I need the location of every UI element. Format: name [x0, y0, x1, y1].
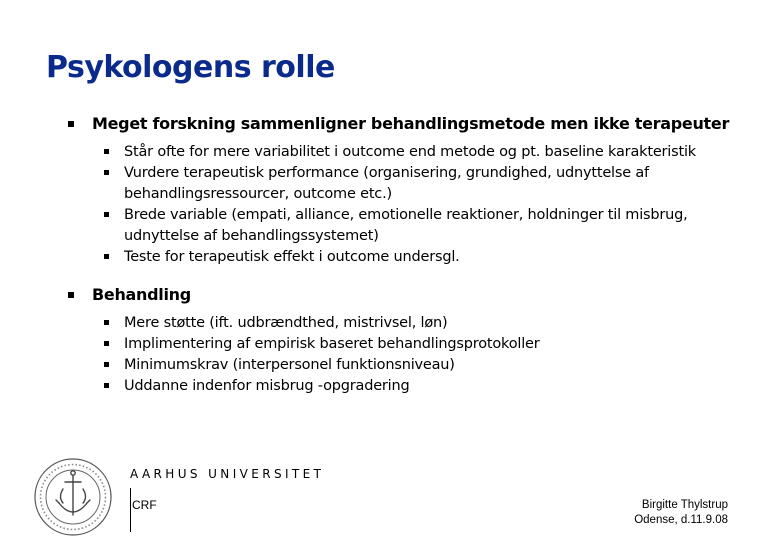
bullet-heading: Meget forskning sammenligner behandlingsmetode men ikke terapeuter: [92, 114, 730, 133]
organization-name: AARHUS UNIVERSITET: [130, 467, 325, 481]
department-name: CRF: [132, 498, 157, 512]
square-bullet-icon: [104, 320, 109, 325]
square-bullet-icon: [68, 121, 74, 127]
sub-bullet-list: [92, 313, 756, 397]
square-bullet-icon: [104, 341, 109, 346]
sub-bullet-list: [92, 142, 756, 268]
bullet-heading: Behandling: [92, 285, 191, 304]
sub-bullet-text: Mere støtte (ift. udbrændthed, mistrivsel, løn): [124, 315, 448, 331]
sub-bullet-item: [92, 247, 726, 268]
sub-bullet-item: [92, 355, 726, 376]
square-bullet-icon: [104, 212, 109, 217]
sub-bullet-item: [92, 313, 726, 334]
square-bullet-icon: [104, 170, 109, 175]
footer-divider: [130, 488, 131, 532]
sub-bullet-text: Står ofte for mere variabilitet i outcome end metode og pt. baseline karakteristik: [124, 144, 696, 160]
university-seal-icon: [33, 457, 113, 537]
sub-bullet-item: [92, 205, 726, 247]
bullet-list: [66, 113, 756, 397]
sub-bullet-text: Implimentering af empirisk baseret behandlingsprotokoller: [124, 336, 540, 352]
square-bullet-icon: [104, 362, 109, 367]
sub-bullet-text: Teste for terapeutisk effekt i outcome undersgl.: [124, 249, 460, 265]
sub-bullet-text: Minimumskrav (interpersonel funktionsniveau): [124, 357, 455, 373]
author-name: Birgitte Thylstrup: [641, 499, 728, 511]
author-block: [634, 498, 728, 528]
slide-title: Psykologens rolle: [46, 50, 335, 85]
bullet-section-treatment: [66, 284, 756, 397]
bullet-section-research: [66, 113, 756, 268]
sub-bullet-text: Uddanne indenfor misbrug -opgradering: [124, 378, 410, 394]
place-date: Odense, d.11.9.08: [634, 514, 728, 526]
sub-bullet-item: [92, 142, 726, 163]
sub-bullet-text: Brede variable (empati, alliance, emotionelle reaktioner, holdninger til misbrug, udnyttelse af behandlingssystemet): [124, 207, 688, 244]
square-bullet-icon: [68, 292, 74, 298]
sub-bullet-text: Vurdere terapeutisk performance (organisering, grundighed, udnyttelse af behandlingsressourcer, outcome etc.): [124, 165, 649, 202]
square-bullet-icon: [104, 383, 109, 388]
sub-bullet-item: [92, 163, 726, 205]
square-bullet-icon: [104, 149, 109, 154]
square-bullet-icon: [104, 254, 109, 259]
sub-bullet-item: [92, 376, 726, 397]
sub-bullet-item: [92, 334, 726, 355]
